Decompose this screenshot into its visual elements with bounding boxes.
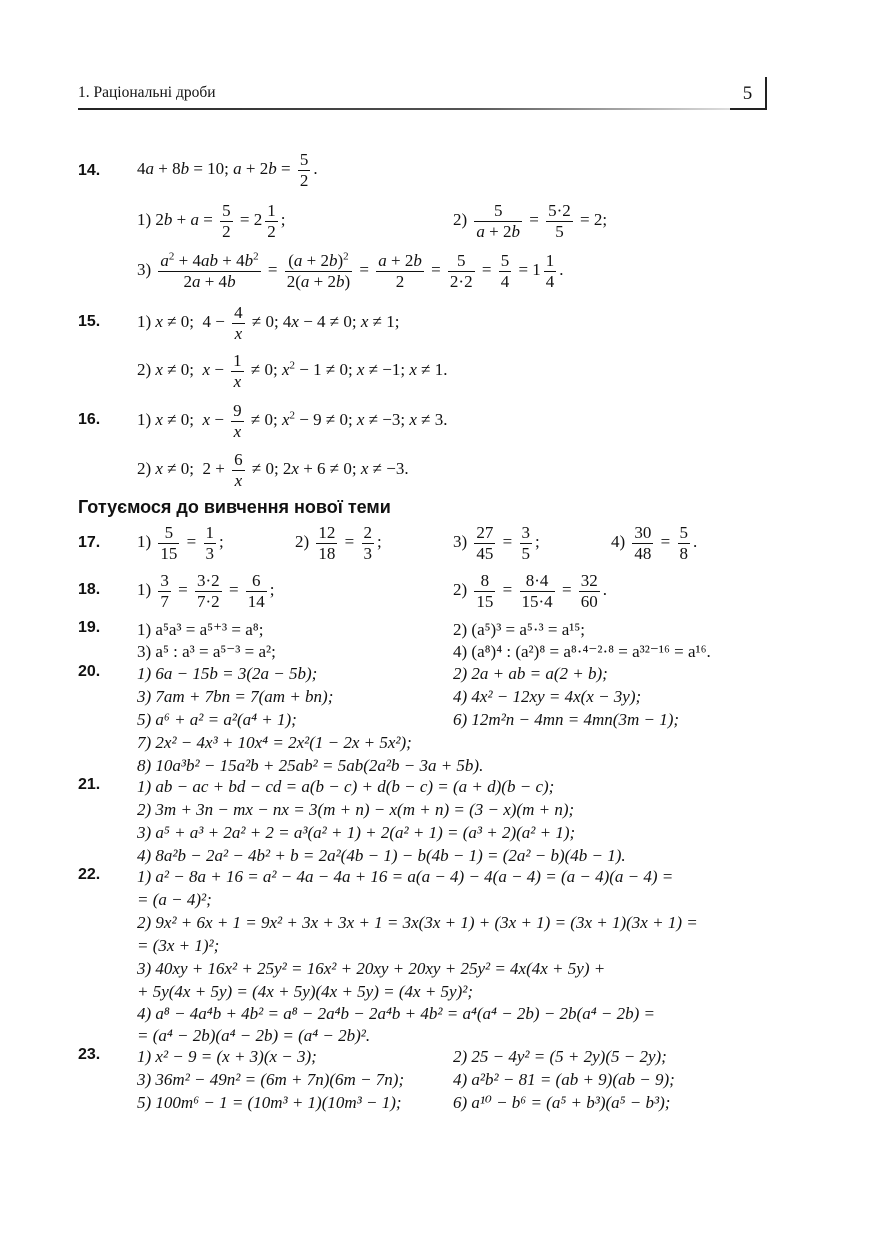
problem-17-part-4: 4) $\frac{30}{48}$ = $\frac{5}{8}$ . — [611, 523, 698, 563]
problem-22-line: = (a⁴ − 2b)(a⁴ − 2b) = (a⁴ − 2b)². — [137, 1026, 371, 1045]
problem-23-line: 3) 36m² − 49n² = (6m + 7n)(6m − 7n); — [137, 1070, 405, 1089]
problem-19-line: 1) a⁵a³ = a⁵⁺³ = a⁸; — [137, 620, 264, 639]
problem-number: 15. — [78, 313, 101, 330]
problem-15-part-2: 2) x ≠ 0; x − $\frac{1}{x}$ ≠ 0; $x^2 - 1 \ne 0$; x ≠ −1; x ≠ 1. — [137, 351, 448, 391]
problem-18-part-2: 2) $\frac{8}{15}$ = $\frac{8\cdot 4}{15\cdot 4}$ = $\frac{32}{60}$ . — [453, 571, 608, 611]
problem-22-line: 3) 40xy + 16x² + 25y² = 16x² + 20xy + 20xy + 25y² = 4x(4x + 5y) + — [137, 959, 606, 978]
problem-21-line: 4) 8a²b − 2a² − 4b² + b = 2a²(4b − 1) − b(4b − 1) = (2a² − b)(4b − 1). — [137, 846, 626, 865]
section-heading: Готуємося до вивчення нової теми — [78, 497, 391, 517]
problem-20-line: 2) 2a + ab = a(2 + b); — [453, 664, 608, 683]
problem-14-part-2: 2) $\frac{5}{a + 2b}$ = $\frac{5\cdot 2}{5}$ = 2; — [453, 201, 608, 241]
problem-22-line: = (a − 4)²; — [137, 890, 212, 909]
problem-number: 20. — [78, 663, 101, 680]
problem-number: 21. — [78, 776, 101, 793]
problem-20-line: 7) 2x² − 4x³ + 10x⁴ = 2x²(1 − 2x + 5x²); — [137, 733, 412, 752]
problem-23-line: 6) a¹⁰ − b⁶ = (a⁵ + b³)(a⁵ − b³); — [453, 1093, 671, 1112]
problem-19-line: 3) a⁵ : a³ = a⁵⁻³ = a²; — [137, 642, 276, 661]
problem-20-line: 5) a⁶ + a² = a²(a⁴ + 1); — [137, 710, 297, 729]
problem-number: 17. — [78, 534, 101, 551]
problem-23-line: 1) x² − 9 = (x + 3)(x − 3); — [137, 1047, 317, 1066]
problem-22-line: 4) a⁸ − 4a⁴b + 4b² = a⁸ − 2a⁴b − 2a⁴b + 4b² = a⁴(a⁴ − 2b) − 2b(a⁴ − 2b) = — [137, 1004, 655, 1023]
problem-23-line: 5) 100m⁶ − 1 = (10m³ + 1)(10m³ − 1); — [137, 1093, 402, 1112]
problem-14-part-1: 1) 2b + a = $\frac{5}{2}$ = 2 $\frac{1}{2}$ ; — [137, 201, 286, 241]
page-header — [78, 78, 768, 111]
problem-23-line: 2) 25 − 4y² = (5 + 2y)(5 − 2y); — [453, 1047, 667, 1066]
problem-20-line: 3) 7am + 7bn = 7(am + bn); — [137, 687, 334, 706]
problem-17-part-1: 1) $\frac{5}{15}$ = $\frac{1}{3}$ ; — [137, 523, 224, 563]
problem-16-part-1: 1) x ≠ 0; x − $\frac{9}{x}$ ≠ 0; $x^2 - 9 \ne 0$; x ≠ −3; x ≠ 3. — [137, 401, 448, 441]
problem-21-line: 2) 3m + 3n − mx − nx = 3(m + n) − x(m + n) = (3 − x)(m + n); — [137, 800, 575, 819]
problem-17-part-2: 2) $\frac{12}{18}$ = $\frac{2}{3}$ ; — [295, 523, 382, 563]
problem-number: 19. — [78, 619, 101, 636]
problem-number: 23. — [78, 1046, 101, 1063]
problem-21-line: 3) a⁵ + a³ + 2a² + 2 = a³(a² + 1) + 2(a² + 1) = (a³ + 2)(a² + 1); — [137, 823, 576, 842]
problem-19-line: 2) (a⁵)³ = a⁵·³ = a¹⁵; — [453, 620, 585, 639]
problem-20-line: 4) 4x² − 12xy = 4x(x − 3y); — [453, 687, 642, 706]
problem-20-line: 1) 6a − 15b = 3(2a − 5b); — [137, 664, 318, 683]
problem-21-line: 1) ab − ac + bd − cd = a(b − c) + d(b − c) = (a + d)(b − c); — [137, 777, 555, 796]
problem-15-part-1: 1) x ≠ 0; 4 − $\frac{4}{x}$ ≠ 0; 4x − 4 ≠ 0; x ≠ 1; — [137, 303, 400, 343]
problem-22-line: = (3x + 1)²; — [137, 936, 220, 955]
problem-number: 22. — [78, 866, 101, 883]
problem-22-line: 2) 9x² + 6x + 1 = 9x² + 3x + 3x + 1 = 3x(3x + 1) + (3x + 1) = (3x + 1)(3x + 1) = — [137, 913, 698, 932]
problem-14-part-3: 3) $\frac{a^2 + 4ab + 4b^2}{2a + 4b}$ = $\frac{(a + 2b)^2}{2(a + 2b)}$ = $\frac{a + 2b}{2}$ = $\frac{5}{2\cdot 2}$ = $\frac{5}{4}$ = 1 $\frac{1}{4}$ . — [137, 250, 564, 291]
problem-22-line: + 5y(4x + 5y) = (4x + 5y)(4x + 5y) = (4x + 5y)²; — [137, 982, 474, 1001]
problem-17-part-3: 3) $\frac{27}{45}$ = $\frac{3}{5}$ ; — [453, 523, 540, 563]
problem-14-statement: 4a + 8b = 10; a + 2b = $\frac{5}{2}$ . — [137, 150, 318, 190]
problem-number: 16. — [78, 411, 101, 428]
problem-number: 18. — [78, 581, 101, 598]
problem-number: 14. — [78, 162, 101, 179]
problem-20-line: 8) 10a³b² − 15a²b + 25ab² = 5ab(2a²b − 3a + 5b). — [137, 756, 484, 775]
problem-22-line: 1) a² − 8a + 16 = a² − 4a − 4a + 16 = a(a − 4) − 4(a − 4) = (a − 4)(a − 4) = — [137, 867, 674, 886]
problem-18-part-1: 1) $\frac{3}{7}$ = $\frac{3\cdot 2}{7\cdot 2}$ = $\frac{6}{14}$ ; — [137, 571, 275, 611]
page-number: 5 — [730, 77, 767, 110]
problem-16-part-2: 2) x ≠ 0; 2 + $\frac{6}{x}$ ≠ 0; 2x + 6 ≠ 0; x ≠ −3. — [137, 450, 409, 490]
problem-19-line: 4) (a⁸)⁴ : (a²)⁸ = a⁸·⁴⁻²·⁸ = a³²⁻¹⁶ = a¹⁶. — [453, 642, 711, 661]
chapter-title: 1. Раціональні дроби — [78, 84, 216, 101]
problem-20-line: 6) 12m²n − 4mn = 4mn(3m − 1); — [453, 710, 680, 729]
problem-23-line: 4) a²b² − 81 = (ab + 9)(ab − 9); — [453, 1070, 675, 1089]
header-rule — [78, 108, 730, 110]
